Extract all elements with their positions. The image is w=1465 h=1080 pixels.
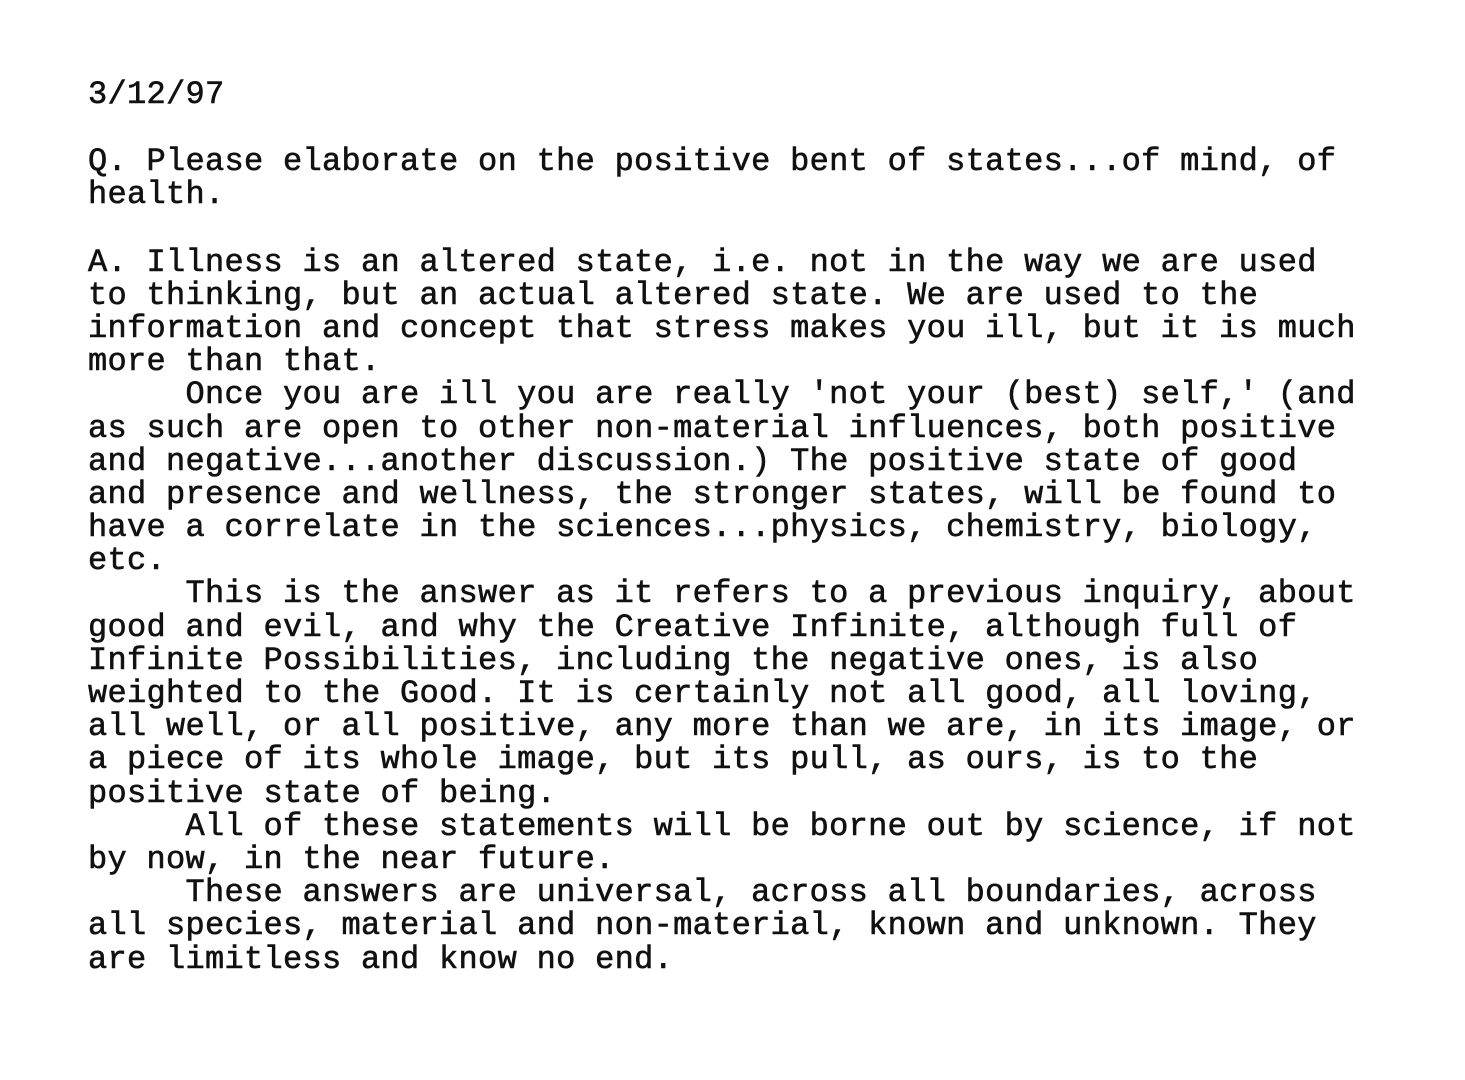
answer-line: A. Illness is an altered state, i.e. not in the way we are used bbox=[88, 243, 1317, 281]
answer-line: have a correlate in the sciences...physics, chemistry, biology, bbox=[88, 509, 1317, 547]
document-page bbox=[88, 78, 1418, 976]
answer-line: more than that. bbox=[88, 343, 381, 381]
question-line: Q. Please elaborate on the positive bent of states...of mind, of bbox=[88, 143, 1337, 181]
answer-line: good and evil, and why the Creative Infinite, although full of bbox=[88, 608, 1298, 646]
document-date: 3/12/97 bbox=[88, 76, 225, 113]
answer-line: and presence and wellness, the stronger states, will be found to bbox=[88, 475, 1337, 513]
answer-line: positive state of being. bbox=[88, 774, 557, 812]
answer-line: information and concept that stress makes you ill, but it is much bbox=[88, 309, 1356, 347]
answer-line: All of these statements will be borne out by science, if not bbox=[88, 807, 1356, 845]
question-line: health. bbox=[88, 176, 225, 214]
answer-line: as such are open to other non-material influences, both positive bbox=[88, 409, 1337, 447]
answer-block bbox=[88, 243, 1418, 978]
answer-line: Infinite Possibilities, including the negative ones, is also bbox=[88, 641, 1259, 679]
answer-line: are limitless and know no end. bbox=[88, 940, 674, 978]
answer-line: and negative...another discussion.) The positive state of good bbox=[88, 442, 1298, 480]
answer-line: all species, material and non-material, known and unknown. They bbox=[88, 907, 1317, 945]
answer-line: to thinking, but an actual altered state. We are used to the bbox=[88, 276, 1259, 314]
answer-line: These answers are universal, across all boundaries, across bbox=[88, 874, 1317, 912]
question-block bbox=[88, 143, 1418, 214]
answer-line: a piece of its whole image, but its pull, as ours, is to the bbox=[88, 741, 1259, 779]
answer-line: weighted to the Good. It is certainly not all good, all loving, bbox=[88, 675, 1317, 712]
answer-line: etc. bbox=[88, 542, 167, 580]
answer-line: all well, or all positive, any more than we are, in its image, or bbox=[88, 708, 1356, 746]
answer-line: This is the answer as it refers to a previous inquiry, about bbox=[88, 575, 1356, 613]
answer-line: by now, in the near future. bbox=[88, 840, 615, 878]
answer-line: Once you are ill you are really 'not your (best) self,' (and bbox=[88, 376, 1356, 414]
